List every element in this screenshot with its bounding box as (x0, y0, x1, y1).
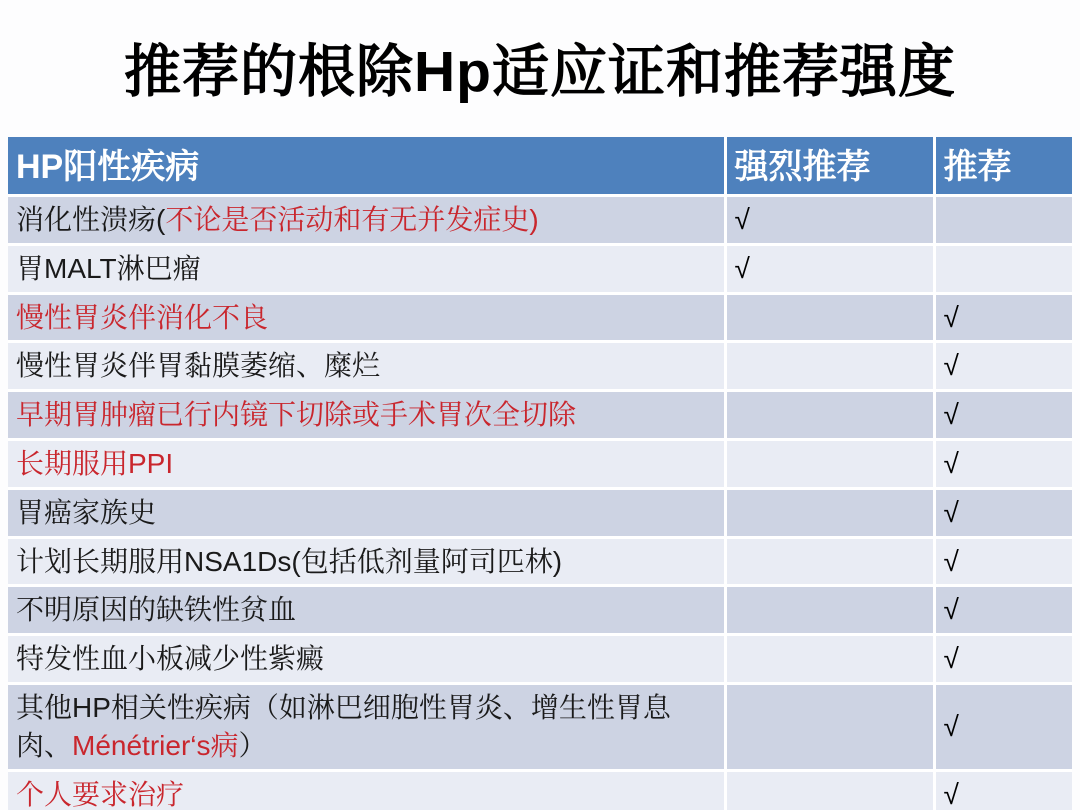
recommended-check-cell: √ (934, 439, 1072, 488)
strongly-recommended-check-cell: √ (725, 196, 934, 245)
disease-cell (8, 635, 725, 684)
disease-text-red: 不论是否活动和有无并发症史) (165, 204, 539, 235)
strongly-recommended-check-cell: √ (725, 244, 934, 293)
disease-cell (8, 342, 725, 391)
strongly-recommended-check-cell (725, 635, 934, 684)
column-header-recommended: 推荐 (934, 137, 1072, 196)
disease-cell (8, 683, 725, 770)
recommended-check-cell (934, 196, 1072, 245)
disease-text: 胃癌家族史 (16, 496, 157, 528)
disease-text-red: Ménétrier‘s病 (72, 729, 239, 761)
disease-cell (8, 196, 725, 245)
table-row (8, 293, 1072, 342)
disease-text: 特发性血小板减少性紫癜 (16, 643, 325, 675)
disease-cell (8, 293, 725, 342)
disease-text-red: 长期服用PPI (16, 447, 174, 479)
column-header-strongly-recommended: 强烈推荐 (725, 137, 934, 196)
table-row (8, 196, 1072, 245)
disease-text: 计划长期服用NSA1Ds(包括低剂量阿司匹林) (16, 545, 563, 577)
recommended-check-cell: √ (934, 488, 1072, 537)
disease-cell (8, 244, 725, 293)
recommended-check-cell: √ (934, 293, 1072, 342)
strongly-recommended-check-cell (725, 586, 934, 635)
recommended-check-cell: √ (934, 391, 1072, 440)
table-row (8, 635, 1072, 684)
disease-cell (8, 770, 725, 810)
page-title: 推荐的根除Hp适应证和推荐强度 (124, 40, 956, 104)
recommended-check-cell: √ (934, 635, 1072, 684)
column-header-disease: HP阳性疾病 (8, 137, 725, 196)
table-row (8, 488, 1072, 537)
table-body (8, 196, 1072, 810)
recommended-check-cell: √ (934, 770, 1072, 810)
recommendation-table (8, 137, 1072, 810)
disease-cell (8, 488, 725, 537)
disease-text-red: 个人要求治疗 (16, 778, 185, 810)
disease-text-red: 早期胃肿瘤已行内镜下切除或手术胃次全切除 (16, 399, 577, 431)
strongly-recommended-check-cell (725, 439, 934, 488)
disease-cell (8, 537, 725, 586)
strongly-recommended-check-cell (725, 391, 934, 440)
table-row (8, 391, 1072, 440)
disease-cell (8, 391, 725, 440)
recommended-check-cell: √ (934, 537, 1072, 586)
strongly-recommended-check-cell (725, 488, 934, 537)
table-row (8, 683, 1072, 770)
table-header-row (8, 137, 1072, 196)
disease-cell (8, 439, 725, 488)
disease-text: 不明原因的缺铁性贫血 (16, 594, 297, 626)
table-row (8, 770, 1072, 810)
recommended-check-cell: √ (934, 586, 1072, 635)
recommended-check-cell: √ (934, 342, 1072, 391)
disease-text: 消化性溃疡( (16, 204, 166, 235)
disease-text-red: 慢性胃炎伴消化不良 (16, 301, 269, 333)
strongly-recommended-check-cell (725, 342, 934, 391)
strongly-recommended-check-cell (725, 770, 934, 810)
table-row (8, 586, 1072, 635)
table-row (8, 537, 1072, 586)
disease-text: 慢性胃炎伴胃黏膜萎缩、糜烂 (16, 350, 381, 382)
disease-text: 其他HP相关性疾病（如淋巴细胞性胃炎、增生性胃息肉、 (16, 691, 671, 761)
strongly-recommended-check-cell (725, 293, 934, 342)
strongly-recommended-check-cell (725, 537, 934, 586)
recommended-check-cell (934, 244, 1072, 293)
disease-text: 胃MALT淋巴瘤 (16, 252, 201, 284)
strongly-recommended-check-cell (725, 683, 934, 770)
disease-cell (8, 586, 725, 635)
disease-text: ） (238, 729, 267, 761)
table-row (8, 342, 1072, 391)
table-row (8, 439, 1072, 488)
recommended-check-cell: √ (934, 683, 1072, 770)
table-row (8, 244, 1072, 293)
